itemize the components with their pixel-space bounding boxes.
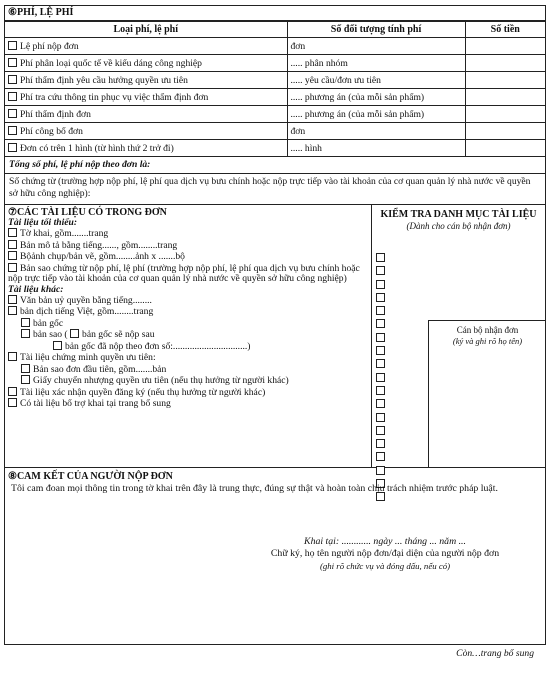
fee-checkbox[interactable] xyxy=(8,143,17,152)
check-box[interactable] xyxy=(376,386,385,395)
receiving-officer-box[interactable] xyxy=(428,320,546,467)
doc-item-priority-transfer[interactable] xyxy=(5,375,371,387)
check-panel-subtitle: (Dành cho cán bộ nhận đơn) xyxy=(406,221,511,231)
check-box[interactable] xyxy=(376,280,385,289)
doc-item-registration-right[interactable] xyxy=(5,387,371,399)
doc-item-label: Bộảnh chụp/bản vẽ, gồm........ảnh x .......bộ xyxy=(20,251,185,262)
doc-item-copy-submitted[interactable] xyxy=(5,341,371,353)
doc-item-priority-proof[interactable] xyxy=(5,352,371,364)
doc-checkbox[interactable] xyxy=(8,306,17,315)
doc-checkbox[interactable] xyxy=(70,329,79,338)
place-date-line[interactable]: Khai tại: ............ ngày ... tháng ... năm ... xyxy=(304,536,466,547)
doc-checkbox[interactable] xyxy=(8,251,17,260)
doc-item-label: Tờ khai, gồm.......trang xyxy=(20,228,109,239)
doc-checkbox[interactable] xyxy=(21,364,30,373)
fee-row xyxy=(5,72,545,89)
doc-checkbox[interactable] xyxy=(8,295,17,304)
doc-checkbox[interactable] xyxy=(53,341,62,350)
col-header-amount: Số tiền xyxy=(465,22,545,38)
fee-type-cell[interactable] xyxy=(5,55,287,72)
fee-count-cell: ..... phân nhóm xyxy=(287,55,465,72)
fee-type-label: Đơn có trên 1 hình (từ hình thứ 2 trở đi) xyxy=(20,142,174,154)
doc-checkbox[interactable] xyxy=(21,318,30,327)
doc-checkbox[interactable] xyxy=(8,240,17,249)
documents-list xyxy=(5,205,372,467)
check-box[interactable] xyxy=(376,359,385,368)
doc-item-description[interactable] xyxy=(5,240,371,252)
signature-block[interactable] xyxy=(245,536,525,572)
fee-type-label: Phí thẩm định đơn xyxy=(20,108,91,120)
receipt-number-note[interactable]: Số chứng từ (trường hợp nộp phí, lệ phí qua dịch vụ bưu chính hoặc nộp trực tiếp vào tài khoản của cơ quan quản lý nhà nước về quyền sở hữu công nghiệp): xyxy=(5,174,545,205)
fee-amount-cell[interactable] xyxy=(465,89,545,106)
other-documents-label: Tài liệu khác: xyxy=(8,283,64,295)
fee-checkbox[interactable] xyxy=(8,109,17,118)
fee-amount-cell[interactable] xyxy=(465,72,545,89)
fee-count-cell: đơn xyxy=(287,123,465,140)
fee-row xyxy=(5,106,545,123)
fee-amount-cell[interactable] xyxy=(465,106,545,123)
document-check-panel xyxy=(372,205,545,467)
doc-checkbox[interactable] xyxy=(8,352,17,361)
signature-note: (ghi rõ chức vụ và đóng dấu, nếu có) xyxy=(319,561,451,571)
col-header-fee-type: Loại phí, lệ phí xyxy=(5,22,287,38)
fee-type-cell[interactable] xyxy=(5,123,287,140)
doc-item-priority-copy[interactable] xyxy=(5,364,371,376)
doc-item-label: bản gốc xyxy=(33,317,64,329)
fee-type-label: Phí phân loại quốc tế về kiểu dáng công nghiệp xyxy=(20,57,202,69)
doc-checkbox[interactable] xyxy=(8,398,17,407)
receiving-officer-note: (ký và ghi rõ họ tên) xyxy=(452,336,523,346)
doc-item-original[interactable] xyxy=(5,318,371,330)
commitment-title: ⑧CAM KẾT CỦA NGƯỜI NỘP ĐƠN xyxy=(8,471,173,482)
check-box[interactable] xyxy=(376,253,385,262)
doc-checkbox[interactable] xyxy=(8,387,17,396)
doc-item-label: bản gốc sẽ nộp sau xyxy=(82,329,155,340)
receiving-officer-label: Cán bộ nhận đơn xyxy=(456,325,519,335)
doc-checkbox[interactable] xyxy=(8,263,17,272)
doc-item-label: Bản mô tả bằng tiếng......, gồm........trang xyxy=(20,239,178,251)
doc-item-label: Tài liệu xác nhận quyền đăng ký (nếu thụ hưởng từ người khác) xyxy=(20,386,266,398)
doc-item-label: bản dịch tiếng Việt, gồm........trang xyxy=(20,306,154,317)
fee-amount-cell[interactable] xyxy=(465,55,545,72)
fee-row xyxy=(5,55,545,72)
fee-checkbox[interactable] xyxy=(8,58,17,67)
minimum-documents-label: Tài liệu tối thiểu: xyxy=(8,217,78,228)
commitment-section xyxy=(5,468,545,644)
commitment-text: Tôi cam đoan mọi thông tin trong tờ khai trên đây là trung thực, đúng sự thật và hoàn toàn chịu trách nhiệm trước pháp luật. xyxy=(11,483,498,494)
doc-item-label: Giấy chuyển nhượng quyền ưu tiên (nếu thụ hưởng từ người khác) xyxy=(33,375,289,386)
doc-item-authorization[interactable] xyxy=(5,295,371,307)
supplementary-pages-note: Còn…trang bổ sung xyxy=(456,648,534,659)
documents-section-title: ⑦CÁC TÀI LIỆU CÓ TRONG ĐƠN xyxy=(8,207,167,218)
fee-row xyxy=(5,140,545,157)
fees-total-label[interactable]: Tổng số phí, lệ phí nộp theo đơn là: xyxy=(5,157,545,174)
col-header-count: Số đối tượng tính phí xyxy=(287,22,465,38)
doc-item-photos[interactable] xyxy=(5,251,371,263)
doc-item-label: bản gốc đã nộp theo đơn số:...............................) xyxy=(65,340,251,352)
fee-type-label: Phí thẩm định yêu cầu hưởng quyền ưu tiên xyxy=(20,74,188,86)
doc-item-label: Bản sao chứng từ nộp phí, lệ phí (trường hợp nộp phí, lệ phí qua dịch vụ bưu chính hoặc nộp trực tiếp vào tài khoản của cơ quan quản lý nhà nước về quyền sở hữu công nghiệp) xyxy=(8,262,360,284)
fees-section-title: ⑥PHÍ, LỆ PHÍ xyxy=(5,6,545,21)
check-box[interactable] xyxy=(376,426,385,435)
fee-count-cell: ..... phương án (của mỗi sản phẩm) xyxy=(287,89,465,106)
fee-type-cell[interactable] xyxy=(5,38,287,55)
check-box[interactable] xyxy=(376,293,385,302)
check-box[interactable] xyxy=(376,399,385,408)
doc-item-label: bản sao ( xyxy=(33,329,68,340)
doc-checkbox[interactable] xyxy=(21,329,30,338)
fee-count-cell: đơn xyxy=(287,38,465,55)
check-box[interactable] xyxy=(376,306,385,315)
fee-amount-cell[interactable] xyxy=(465,38,545,55)
doc-item-label: Văn bản uỷ quyền bằng tiếng........ xyxy=(20,294,152,306)
doc-checkbox[interactable] xyxy=(21,375,30,384)
check-box[interactable] xyxy=(376,373,385,382)
fee-checkbox[interactable] xyxy=(8,75,17,84)
doc-item-declaration[interactable] xyxy=(5,228,371,240)
doc-checkbox[interactable] xyxy=(8,228,17,237)
fee-row xyxy=(5,89,545,106)
fee-checkbox[interactable] xyxy=(8,41,17,50)
fee-type-cell[interactable] xyxy=(5,89,287,106)
fee-type-label: Phí tra cứu thông tin phục vụ việc thẩm định đơn xyxy=(20,91,209,103)
check-box[interactable] xyxy=(376,346,385,355)
doc-item-label: Bản sao đơn đầu tiên, gồm.......bản xyxy=(33,363,167,375)
fee-row xyxy=(5,123,545,140)
doc-item-label: Có tài liệu bổ trợ khai tại trang bổ sung xyxy=(20,398,171,409)
check-box[interactable] xyxy=(376,439,385,448)
fee-count-cell: ..... yêu cầu/đơn ưu tiên xyxy=(287,72,465,89)
fee-count-cell: ..... phương án (của mỗi sản phẩm) xyxy=(287,106,465,123)
fee-checkbox[interactable] xyxy=(8,92,17,101)
fee-checkbox[interactable] xyxy=(8,126,17,135)
signature-label: Chữ ký, họ tên người nộp đơn/đại diện của người nộp đơn xyxy=(270,548,500,559)
check-box[interactable] xyxy=(376,413,385,422)
fee-row xyxy=(5,38,545,55)
check-box[interactable] xyxy=(376,319,385,328)
check-box[interactable] xyxy=(376,452,385,461)
check-box[interactable] xyxy=(376,266,385,275)
fee-type-label: Lệ phí nộp đơn xyxy=(20,40,79,52)
doc-item-label: Tài liệu chứng minh quyền ưu tiên: xyxy=(20,352,156,363)
fee-amount-cell[interactable] xyxy=(465,140,545,157)
doc-item-translation[interactable] xyxy=(5,306,371,318)
fee-type-cell[interactable] xyxy=(5,140,287,157)
fee-count-cell: ..... hình xyxy=(287,140,465,157)
fee-amount-cell[interactable] xyxy=(465,123,545,140)
check-panel-title: KIỂM TRA DANH MỤC TÀI LIỆU xyxy=(380,209,537,220)
declaration-form xyxy=(4,5,546,645)
fee-type-cell[interactable] xyxy=(5,106,287,123)
documents-section xyxy=(5,205,545,468)
fees-header-row xyxy=(5,22,545,38)
doc-item-copy[interactable] xyxy=(5,329,371,341)
doc-item-supplementary[interactable] xyxy=(5,398,371,410)
fee-type-label: Phí công bố đơn xyxy=(20,125,83,137)
fee-type-cell[interactable] xyxy=(5,72,287,89)
fees-table xyxy=(5,21,545,157)
doc-item-fee-receipt[interactable] xyxy=(5,263,371,285)
check-box[interactable] xyxy=(376,333,385,342)
